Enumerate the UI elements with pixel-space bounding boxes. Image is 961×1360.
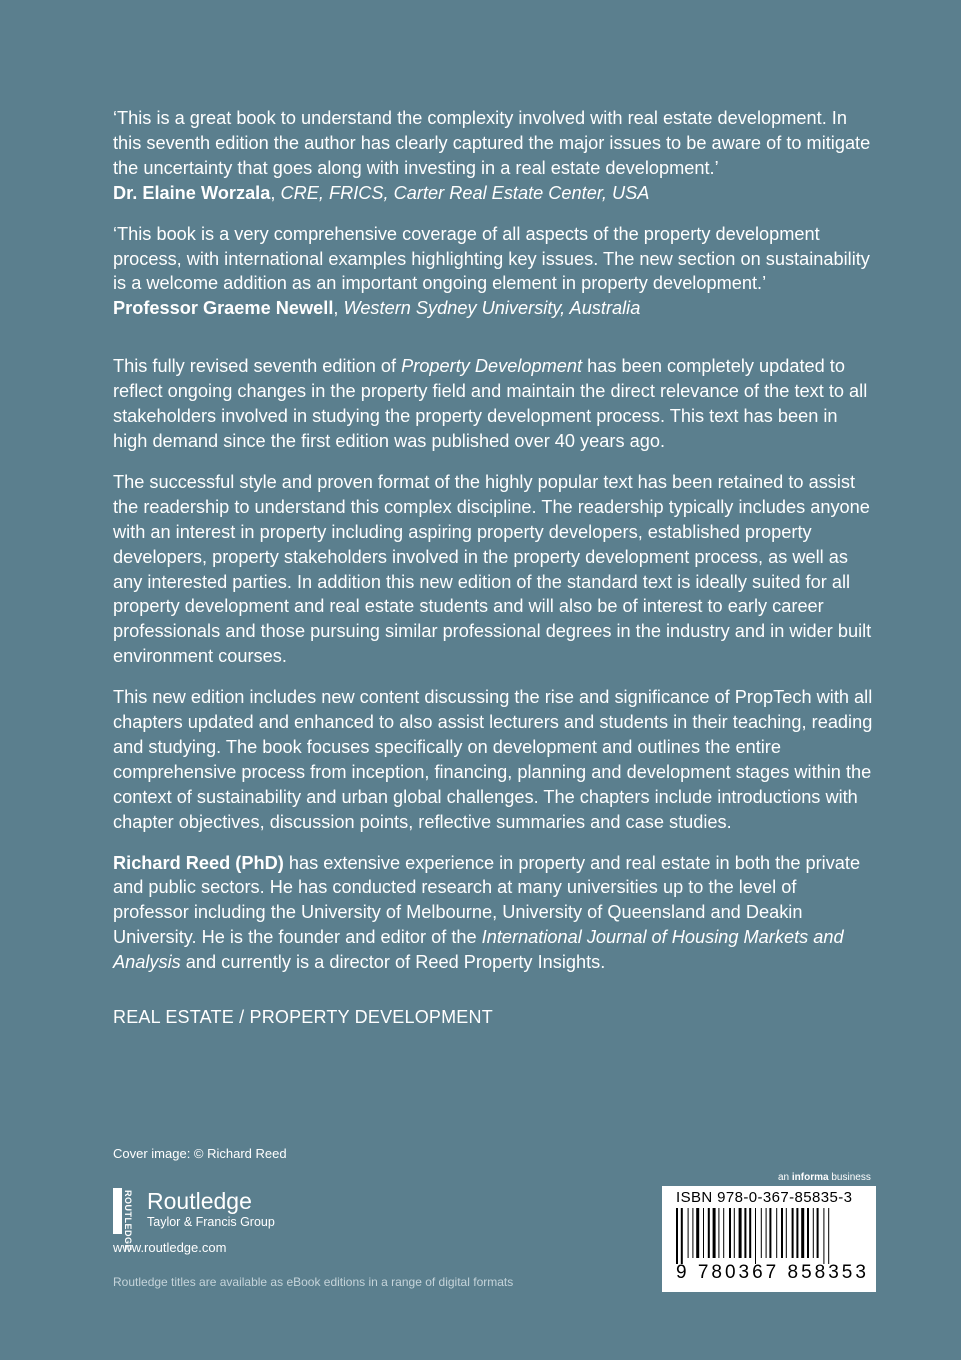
publisher-brand: Routledge — [147, 1188, 252, 1214]
barcode-bar — [796, 1208, 798, 1258]
endorser-name: Professor Graeme Newell — [113, 298, 334, 319]
blurb-text: This fully revised seventh edition of — [113, 356, 402, 377]
barcode-bar — [801, 1208, 804, 1258]
barcode-bar — [729, 1208, 731, 1258]
barcode-bar — [807, 1208, 809, 1258]
barcode-bar — [723, 1208, 724, 1258]
barcode-bar — [828, 1208, 829, 1264]
barcode-bar — [813, 1208, 814, 1258]
barcode-bar — [688, 1208, 689, 1258]
blurb-paragraph-1 — [113, 354, 873, 454]
blurb-text: has been completely updated to reflect ongoing changes in the property field and maintain the direct relevance of the text to all stakeholders involved in studying the property development process. This text has been in high demand since the first edition was published over 40 years ago. — [113, 356, 868, 451]
barcode-bar — [792, 1208, 794, 1258]
journal-title: International Journal of Housing Markets and Analysis — [113, 927, 844, 973]
cover-image-credit: Cover image: © Richard Reed — [113, 1146, 287, 1161]
endorsement-quote: ‘This book is a very comprehensive coverage of all aspects of the property development process, with international examples highlighting key issues. The new section on sustainability is a welcome addition as an important ongoing element in property development.’ — [113, 223, 870, 294]
barcode-bar — [734, 1208, 735, 1258]
barcode-bar — [769, 1208, 771, 1258]
barcode-bar — [744, 1208, 746, 1258]
barcode-bar — [713, 1208, 716, 1258]
barcode-bar — [739, 1208, 742, 1258]
informa-business-tag — [778, 1172, 871, 1183]
barcode-bar — [681, 1208, 683, 1264]
barcode-bar — [761, 1208, 762, 1258]
informa-prefix: an — [778, 1172, 792, 1183]
blurb-paragraph-2: The successful style and proven format of the highly popular text has been retained to assist the readership to understand this complex discipline. The readership typically includes anyone with an interest in property including aspiring property developers, established property developers, property stakeholders involved in the property development process, as well as any interested parties. In addition this new edition of the standard text is ideally suited for all property development and real estate students and will also be of interest to early career professionals and those pursuing similar professional degrees in the industry and in wider built environment courses. — [113, 471, 872, 667]
barcode-bar — [817, 1208, 819, 1258]
publisher-group: Taylor & Francis Group — [147, 1215, 275, 1229]
barcode-bar — [703, 1208, 704, 1258]
isbn-barcode — [662, 1186, 876, 1292]
author-bio-text: has extensive experience in property and real estate in both the private and public sectors. He has conducted research at many universities up to the level of professor including the University of Melbourne, University of Queensland and Deakin University. He is the founder and editor of the — [113, 852, 861, 948]
back-cover-text — [113, 106, 873, 1030]
endorser-name: Dr. Elaine Worzala — [113, 182, 271, 203]
barcode-bar — [776, 1208, 777, 1258]
barcode-bar — [718, 1208, 719, 1258]
author-bio — [113, 851, 873, 976]
ebook-note: Routledge titles are available as eBook editions in a range of digital formats — [113, 1275, 514, 1289]
barcode-bar — [781, 1208, 783, 1258]
endorsement-2: ‘This book is a very comprehensive coverage of all aspects of the property development process, with international examples highlighting key issues. The new section on sustainability is a welcome addition as an important ongoing element in property development.’ Professor Graeme Newell, Western Sydney University, Australia — [113, 223, 870, 319]
barcode-bar — [766, 1208, 767, 1258]
barcode-bar — [692, 1208, 693, 1258]
barcode-bar — [708, 1208, 710, 1258]
author-bio-text: and currently is a director of Reed Property Insights. — [180, 952, 606, 973]
barcode-bar — [823, 1208, 824, 1264]
publisher-website: www.routledge.com — [113, 1240, 227, 1255]
endorsement-quote: ‘This is a great book to understand the complexity involved with real estate development. In this seventh edition the author has clearly captured the major issues to be aware of to mitigate the uncertainty that goes along with investing in a real estate development.’ — [113, 108, 871, 178]
barcode-bars — [662, 1208, 876, 1264]
endorser-affiliation: Western Sydney University, Australia — [343, 298, 641, 319]
informa-suffix: business — [828, 1172, 871, 1183]
barcode-bar — [755, 1208, 756, 1264]
barcode-bar — [786, 1208, 787, 1258]
barcode-digits: 9 780367 858353 — [676, 1262, 869, 1283]
barcode-bar — [696, 1208, 699, 1258]
isbn-label: ISBN 978-0-367-85835-3 — [676, 1189, 853, 1206]
subject-category: REAL ESTATE / PROPERTY DEVELOPMENT — [113, 1007, 493, 1028]
book-title: Property Development — [401, 356, 583, 377]
barcode-bar — [749, 1208, 751, 1258]
routledge-logo-icon — [113, 1188, 139, 1252]
informa-word: informa — [791, 1172, 829, 1183]
endorsement-1: ‘This is a great book to understand the complexity involved with real estate development. In this seventh edition the author has clearly captured the major issues to be aware of to mitigate the uncertainty that goes along with investing in a real estate development.’ Dr. Elaine Worzala, CRE, FRICS, Carter Real Estate Center, USA — [113, 108, 871, 203]
barcode-bar — [676, 1208, 678, 1264]
author-name: Richard Reed (PhD) — [113, 852, 284, 873]
logo-vertical-text: ROUTLEDGE — [123, 1190, 133, 1252]
endorser-affiliation: CRE, FRICS, Carter Real Estate Center, USA — [280, 182, 650, 203]
blurb-paragraph-3: This new edition includes new content discussing the rise and significance of PropTech with all chapters updated and enhanced to also assist lecturers and students in their teaching, reading and studying. The book focuses specifically on development and outlines the entire comprehensive process from inception, financing, planning and development stages within the context of sustainability and urban global challenges. The chapters include introductions with chapter objectives, discussion points, reflective summaries and case studies. — [113, 687, 873, 832]
